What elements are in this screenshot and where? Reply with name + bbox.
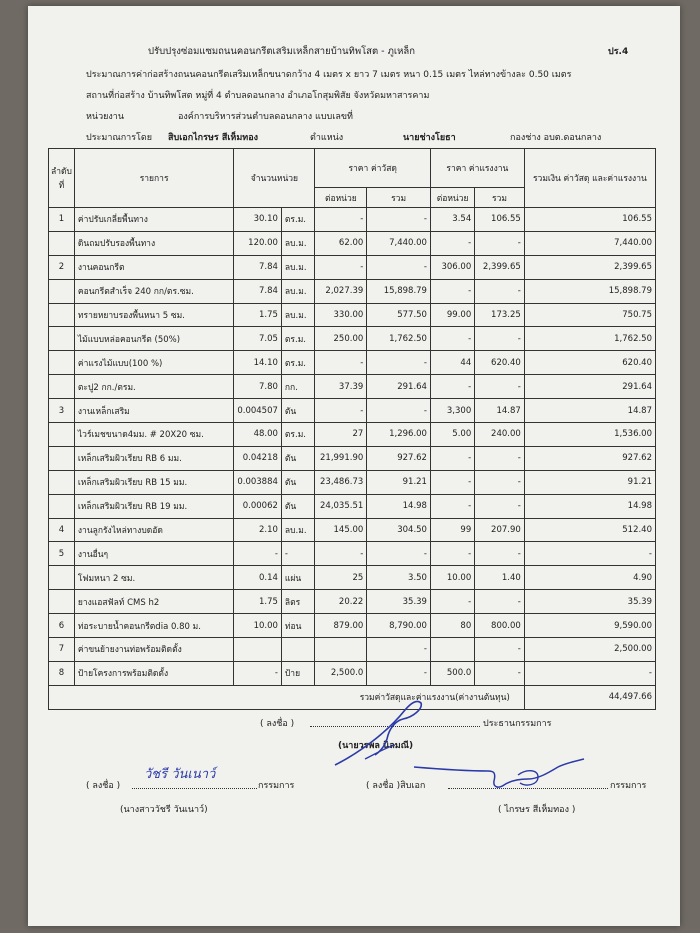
row-qty: [234, 638, 282, 662]
row-labor-unit-price: 306.00: [430, 255, 474, 279]
row-labor-unit-price: 80: [430, 614, 474, 638]
member1-sign-prefix: ( ลงชื่อ ): [86, 781, 121, 791]
row-total: 1,536.00: [524, 423, 655, 447]
row-item: คอนกรีตสำเร็จ 240 กก/ตร.ซม.: [74, 279, 233, 303]
row-number: [49, 327, 75, 351]
row-unit: ลบ.ม.: [281, 231, 315, 255]
table-row: [49, 518, 656, 542]
row-total: 4.90: [524, 566, 655, 590]
row-total: 1,762.50: [524, 327, 655, 351]
row-item: ท่อระบายน้ำคอนกรีตdia 0.80 ม.: [74, 614, 233, 638]
row-unit: -: [281, 542, 315, 566]
material-sum-header: รวม: [367, 188, 431, 208]
row-material-sum: -: [367, 661, 431, 685]
row-total: 7,440.00: [524, 231, 655, 255]
row-labor-sum: -: [475, 542, 525, 566]
chairman-sign-prefix: ( ลงชื่อ ): [260, 719, 295, 729]
row-total: 106.55: [524, 208, 655, 232]
row-material-sum: -: [367, 351, 431, 375]
row-material-unit-price: 62.00: [315, 231, 367, 255]
row-total: 2,399.65: [524, 255, 655, 279]
row-labor-sum: -: [475, 375, 525, 399]
row-labor-unit-price: -: [430, 470, 474, 494]
position-value: นายช่างโยธา: [403, 133, 456, 143]
row-labor-sum: -: [475, 590, 525, 614]
row-material-sum: 577.50: [367, 303, 431, 327]
row-unit: ตร.ม.: [281, 351, 315, 375]
row-qty: 7.84: [234, 255, 282, 279]
row-material-unit-price: -: [315, 208, 367, 232]
row-number: [49, 423, 75, 447]
row-total: 927.62: [524, 446, 655, 470]
row-number: [49, 375, 75, 399]
row-unit: ลบ.ม.: [281, 279, 315, 303]
row-number: [49, 590, 75, 614]
row-number: 5: [49, 542, 75, 566]
row-unit: ป้าย: [281, 661, 315, 685]
table-row: [49, 399, 656, 423]
project-spec: ประมาณการค่าก่อสร้างถนนคอนกรีตเสริมเหล็กขนาดกว้าง 4 เมตร x ยาว 7 เมตร หนา 0.15 เมตร ไหล่ทางข้างละ 0.50 เมตร: [86, 70, 572, 80]
row-material-unit-price: -: [315, 399, 367, 423]
row-unit: ตร.ม.: [281, 208, 315, 232]
member2-name: ( ไกรษร สีเห็มทอง ): [498, 805, 576, 815]
row-number: 3: [49, 399, 75, 423]
row-labor-sum: 1.40: [475, 566, 525, 590]
row-labor-sum: 2,399.65: [475, 255, 525, 279]
row-number: [49, 231, 75, 255]
row-total: 14.98: [524, 494, 655, 518]
row-labor-unit-price: 99.00: [430, 303, 474, 327]
col-qty-header: จำนวนหน่วย: [234, 149, 315, 208]
member2-sign-prefix: ( ลงชื่อ )สิบเอก: [366, 781, 426, 791]
location: สถานที่ก่อสร้าง บ้านทิพโสต หมู่ที่ 4 ตำบลดอนกลาง อำเภอโกสุมพิสัย จังหวัดมหาสารคาม: [86, 91, 430, 101]
table-row: [49, 638, 656, 662]
row-material-unit-price: -: [315, 255, 367, 279]
row-qty: 0.14: [234, 566, 282, 590]
row-qty: 0.003884: [234, 470, 282, 494]
row-material-sum: 8,790.00: [367, 614, 431, 638]
row-unit: ลบ.ม.: [281, 255, 315, 279]
table-row: [49, 542, 656, 566]
row-material-unit-price: 2,500.0: [315, 661, 367, 685]
row-qty: 0.004507: [234, 399, 282, 423]
row-qty: 7.84: [234, 279, 282, 303]
svg-text:วัชรี วันเนาว์: วัชรี วันเนาว์: [144, 767, 216, 782]
table-row: [49, 423, 656, 447]
row-labor-sum: 173.25: [475, 303, 525, 327]
row-material-sum: 35.39: [367, 590, 431, 614]
row-labor-unit-price: -: [430, 542, 474, 566]
row-labor-sum: 14.87: [475, 399, 525, 423]
agency: องค์การบริหารส่วนตำบลดอนกลาง แบบเลขที่: [178, 112, 353, 122]
row-material-sum: 1,762.50: [367, 327, 431, 351]
row-material-sum: 1,296.00: [367, 423, 431, 447]
row-labor-unit-price: -: [430, 231, 474, 255]
estimator-name: สิบเอกไกรษร สีเห็มทอง: [168, 133, 259, 143]
row-labor-unit-price: [430, 638, 474, 662]
row-labor-sum: -: [475, 470, 525, 494]
member2-role: กรรมการ: [610, 781, 647, 791]
row-labor-sum: 207.90: [475, 518, 525, 542]
row-material-sum: 291.64: [367, 375, 431, 399]
row-material-unit-price: 23,486.73: [315, 470, 367, 494]
row-qty: -: [234, 661, 282, 685]
member1-name: (นางสาววัชรี วันเนาว์): [120, 805, 208, 815]
cost-estimate-table: [48, 148, 656, 710]
col-total-header: รวมเงิน ค่าวัสดุ และค่าแรงงาน: [524, 149, 655, 208]
row-unit: ตัน: [281, 399, 315, 423]
row-qty: 1.75: [234, 303, 282, 327]
row-unit: ตร.ม.: [281, 327, 315, 351]
row-material-sum: 15,898.79: [367, 279, 431, 303]
row-unit: ลบ.ม.: [281, 518, 315, 542]
row-total: 9,590.00: [524, 614, 655, 638]
row-labor-unit-price: 99: [430, 518, 474, 542]
member2-signature: [398, 755, 598, 795]
row-labor-sum: -: [475, 494, 525, 518]
row-labor-unit-price: 3.54: [430, 208, 474, 232]
row-labor-unit-price: -: [430, 375, 474, 399]
row-item: ดินถมปรับรองพื้นทาง: [74, 231, 233, 255]
row-item: ยางแอสฟัลท์ CMS h2: [74, 590, 233, 614]
row-qty: -: [234, 542, 282, 566]
row-item: ค่าแรงไม้แบบ(100 %): [74, 351, 233, 375]
row-item: งานลูกรังไหล่ทางบดอัด: [74, 518, 233, 542]
material-per-unit-header: ต่อหน่วย: [315, 188, 367, 208]
row-material-unit-price: 21,991.90: [315, 446, 367, 470]
row-total: 35.39: [524, 590, 655, 614]
row-qty: 1.75: [234, 590, 282, 614]
chairman-name: (นายวรพล นิลมณี): [338, 741, 414, 751]
table-row: [49, 446, 656, 470]
row-qty: 120.00: [234, 231, 282, 255]
row-item: เหล็กเสริมผิวเรียบ RB 19 มม.: [74, 494, 233, 518]
row-qty: 0.00062: [234, 494, 282, 518]
row-number: [49, 566, 75, 590]
row-unit: ตัน: [281, 446, 315, 470]
row-material-sum: -: [367, 638, 431, 662]
row-material-sum: -: [367, 255, 431, 279]
row-total: 15,898.79: [524, 279, 655, 303]
row-labor-unit-price: -: [430, 327, 474, 351]
row-total: 750.75: [524, 303, 655, 327]
labor-per-unit-header: ต่อหน่วย: [430, 188, 474, 208]
row-material-unit-price: 27: [315, 423, 367, 447]
row-labor-sum: 800.00: [475, 614, 525, 638]
row-labor-sum: -: [475, 638, 525, 662]
member1-signature: [140, 758, 260, 788]
row-item: ทรายหยาบรองพื้นหนา 5 ซม.: [74, 303, 233, 327]
row-material-sum: -: [367, 542, 431, 566]
row-number: 1: [49, 208, 75, 232]
row-material-unit-price: 145.00: [315, 518, 367, 542]
estimator-label: ประมาณการโดย: [86, 133, 153, 143]
row-material-unit-price: 24,035.51: [315, 494, 367, 518]
row-item: ไม้แบบหล่อคอนกรีต (50%): [74, 327, 233, 351]
row-number: [49, 470, 75, 494]
document-title: ปรับปรุงซ่อมแซมถนนคอนกรีตเสริมเหล็กสายบ้านทิพโสต - ภูเหล็ก: [148, 46, 415, 57]
row-material-sum: 91.21: [367, 470, 431, 494]
col-material-header: ราคา ค่าวัสดุ: [315, 149, 431, 188]
row-material-sum: 3.50: [367, 566, 431, 590]
table-row: [49, 351, 656, 375]
row-material-sum: -: [367, 208, 431, 232]
member1-role: กรรมการ: [258, 781, 295, 791]
row-number: [49, 494, 75, 518]
row-item: ตะปู2 กก./ตรม.: [74, 375, 233, 399]
grand-total-label: รวมค่าวัสดุและค่าแรงงาน(ค่างานต้นทุน): [49, 685, 525, 709]
form-number: ปร.4: [608, 47, 629, 57]
row-item: ค่าปรับเกลี่ยพื้นทาง: [74, 208, 233, 232]
row-unit: ตร.ม.: [281, 423, 315, 447]
row-qty: 7.80: [234, 375, 282, 399]
row-total: -: [524, 661, 655, 685]
row-material-unit-price: 250.00: [315, 327, 367, 351]
row-number: [49, 279, 75, 303]
row-labor-sum: -: [475, 661, 525, 685]
row-labor-sum: -: [475, 279, 525, 303]
row-number: 7: [49, 638, 75, 662]
grand-total-value: 44,497.66: [524, 685, 655, 709]
row-material-unit-price: 330.00: [315, 303, 367, 327]
labor-sum-header: รวม: [475, 188, 525, 208]
table-row: [49, 470, 656, 494]
row-qty: 0.04218: [234, 446, 282, 470]
row-material-sum: 927.62: [367, 446, 431, 470]
row-unit: ท่อน: [281, 614, 315, 638]
row-labor-sum: 240.00: [475, 423, 525, 447]
row-item: งานเหล็กเสริม: [74, 399, 233, 423]
table-row: [49, 590, 656, 614]
row-labor-sum: 106.55: [475, 208, 525, 232]
row-labor-unit-price: 3,300: [430, 399, 474, 423]
row-total: 14.87: [524, 399, 655, 423]
row-unit: ลิตร: [281, 590, 315, 614]
row-labor-unit-price: 5.00: [430, 423, 474, 447]
col-no-header: ลำดับที่: [49, 149, 75, 208]
row-number: 2: [49, 255, 75, 279]
row-number: [49, 303, 75, 327]
row-total: 620.40: [524, 351, 655, 375]
table-row: [49, 255, 656, 279]
row-qty: 48.00: [234, 423, 282, 447]
row-labor-unit-price: -: [430, 590, 474, 614]
table-row: [49, 231, 656, 255]
row-item: ไวร์เมชขนาด4มม. # 20X20 ซม.: [74, 423, 233, 447]
row-total: 2,500.00: [524, 638, 655, 662]
row-labor-sum: -: [475, 446, 525, 470]
row-material-unit-price: 20.22: [315, 590, 367, 614]
row-material-sum: 7,440.00: [367, 231, 431, 255]
table-row: [49, 566, 656, 590]
row-material-unit-price: 37.39: [315, 375, 367, 399]
row-unit: แผ่น: [281, 566, 315, 590]
row-labor-unit-price: -: [430, 279, 474, 303]
table-row: [49, 614, 656, 638]
row-labor-sum: -: [475, 231, 525, 255]
row-material-unit-price: [315, 638, 367, 662]
row-item: โฟมหนา 2 ซม.: [74, 566, 233, 590]
row-material-unit-price: 879.00: [315, 614, 367, 638]
row-material-unit-price: -: [315, 542, 367, 566]
row-material-unit-price: 2,027.39: [315, 279, 367, 303]
row-unit: ตัน: [281, 494, 315, 518]
row-labor-unit-price: 10.00: [430, 566, 474, 590]
row-total: 291.64: [524, 375, 655, 399]
row-material-sum: 14.98: [367, 494, 431, 518]
row-material-sum: 304.50: [367, 518, 431, 542]
table-row: [49, 375, 656, 399]
row-labor-unit-price: 500.0: [430, 661, 474, 685]
row-unit: กก.: [281, 375, 315, 399]
row-material-unit-price: -: [315, 351, 367, 375]
row-unit: ลบ.ม.: [281, 303, 315, 327]
row-item: ป้ายโครงการพร้อมติดตั้ง: [74, 661, 233, 685]
row-number: 4: [49, 518, 75, 542]
row-material-unit-price: 25: [315, 566, 367, 590]
row-item: งานอื่นๆ: [74, 542, 233, 566]
row-item: งานคอนกรีต: [74, 255, 233, 279]
row-unit: ตัน: [281, 470, 315, 494]
col-item-header: รายการ: [74, 149, 233, 208]
row-number: 6: [49, 614, 75, 638]
table-row: [49, 208, 656, 232]
row-qty: 2.10: [234, 518, 282, 542]
row-labor-unit-price: 44: [430, 351, 474, 375]
row-qty: 7.05: [234, 327, 282, 351]
row-material-sum: -: [367, 399, 431, 423]
row-total: 91.21: [524, 470, 655, 494]
row-labor-sum: -: [475, 327, 525, 351]
table-row: [49, 303, 656, 327]
row-item: ค่าขนย้ายงานท่อพร้อมติดตั้ง: [74, 638, 233, 662]
col-labor-header: ราคา ค่าแรงงาน: [430, 149, 524, 188]
row-number: [49, 446, 75, 470]
table-row: [49, 494, 656, 518]
row-labor-unit-price: -: [430, 446, 474, 470]
row-qty: 30.10: [234, 208, 282, 232]
table-row: [49, 661, 656, 685]
row-qty: 10.00: [234, 614, 282, 638]
row-labor-unit-price: -: [430, 494, 474, 518]
table-row: [49, 327, 656, 351]
position-label: ตำแหน่ง: [310, 133, 344, 143]
row-item: เหล็กเสริมผิวเรียบ RB 6 มม.: [74, 446, 233, 470]
row-labor-sum: 620.40: [475, 351, 525, 375]
row-item: เหล็กเสริมผิวเรียบ RB 15 มม.: [74, 470, 233, 494]
table-row: [49, 279, 656, 303]
row-number: [49, 351, 75, 375]
row-total: -: [524, 542, 655, 566]
agency-label: หน่วยงาน: [86, 112, 125, 122]
division: กองช่าง อบต.ดอนกลาง: [510, 133, 602, 143]
row-number: 8: [49, 661, 75, 685]
row-total: 512.40: [524, 518, 655, 542]
row-qty: 14.10: [234, 351, 282, 375]
row-unit: [281, 638, 315, 662]
chairman-role: ประธานกรรมการ: [483, 719, 552, 729]
